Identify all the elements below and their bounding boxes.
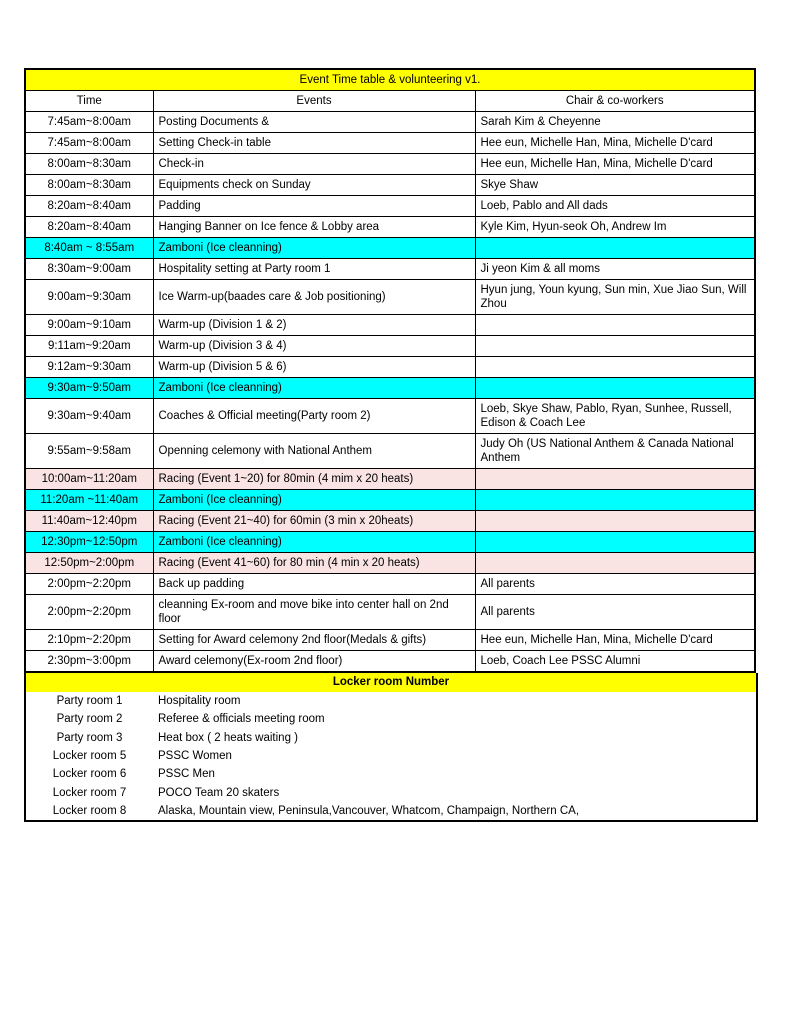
table-row-zamboni	[25, 378, 755, 399]
row-event: Coaches & Official meeting(Party room 2)	[153, 399, 475, 434]
row-time: 9:00am~9:30am	[25, 280, 153, 315]
list-item	[25, 710, 757, 728]
row-event: Racing (Event 21~40) for 60min (3 min x 20heats)	[153, 511, 475, 532]
row-event: Zamboni (Ice cleanning)	[153, 238, 475, 259]
row-event: Check-in	[153, 154, 475, 175]
list-item	[25, 765, 757, 783]
table-row-racing	[25, 553, 755, 574]
row-time: 2:00pm~2:20pm	[25, 574, 153, 595]
row-chair	[475, 336, 755, 357]
row-chair: All parents	[475, 595, 755, 630]
row-event: Hanging Banner on Ice fence & Lobby area	[153, 217, 475, 238]
row-time: 12:50pm~2:00pm	[25, 553, 153, 574]
document-title: Event Time table & volunteering v1.	[25, 69, 755, 91]
locker-room-desc: PSSC Women	[158, 749, 232, 762]
table-row-racing	[25, 511, 755, 532]
locker-room-name: Locker room 7	[52, 786, 127, 799]
row-event: cleanning Ex-room and move bike into center hall on 2nd floor	[153, 595, 475, 630]
locker-section-title: Locker room Number	[25, 673, 757, 691]
row-event: Openning celemony with National Anthem	[153, 434, 475, 469]
row-chair: Loeb, Pablo and All dads	[475, 196, 755, 217]
row-time: 12:30pm~12:50pm	[25, 532, 153, 553]
locker-section-title-row	[25, 673, 757, 691]
table-row	[25, 133, 755, 154]
table-row	[25, 595, 755, 630]
table-row	[25, 357, 755, 378]
table-row	[25, 574, 755, 595]
row-chair	[475, 357, 755, 378]
row-chair	[475, 238, 755, 259]
row-time: 9:30am~9:40am	[25, 399, 153, 434]
row-chair	[475, 511, 755, 532]
table-row	[25, 336, 755, 357]
row-event: Warm-up (Division 3 & 4)	[153, 336, 475, 357]
table-row	[25, 154, 755, 175]
row-chair: Ji yeon Kim & all moms	[475, 259, 755, 280]
schedule-table	[24, 68, 756, 673]
row-event: Warm-up (Division 5 & 6)	[153, 357, 475, 378]
column-header-time: Time	[25, 91, 153, 112]
row-time: 8:00am~8:30am	[25, 154, 153, 175]
table-row	[25, 196, 755, 217]
table-row	[25, 651, 755, 673]
row-chair	[475, 378, 755, 399]
row-chair: All parents	[475, 574, 755, 595]
row-event: Warm-up (Division 1 & 2)	[153, 315, 475, 336]
locker-room-name: Locker room 5	[52, 749, 127, 762]
table-row-racing	[25, 469, 755, 490]
locker-room-table	[24, 673, 758, 822]
locker-room-desc: Hospitality room	[158, 694, 241, 707]
locker-room-name: Party room 1	[56, 694, 123, 707]
row-chair: Sarah Kim & Cheyenne	[475, 112, 755, 133]
row-time: 11:20am ~11:40am	[25, 490, 153, 511]
row-time: 9:12am~9:30am	[25, 357, 153, 378]
row-time: 8:00am~8:30am	[25, 175, 153, 196]
locker-room-name: Party room 3	[56, 731, 123, 744]
row-chair: Kyle Kim, Hyun-seok Oh, Andrew Im	[475, 217, 755, 238]
row-chair	[475, 553, 755, 574]
locker-room-name: Locker room 8	[52, 805, 127, 818]
row-time: 8:40am ~ 8:55am	[25, 238, 153, 259]
row-event: Back up padding	[153, 574, 475, 595]
row-chair: Skye Shaw	[475, 175, 755, 196]
table-row	[25, 434, 755, 469]
row-event: Zamboni (Ice cleanning)	[153, 490, 475, 511]
row-time: 7:45am~8:00am	[25, 133, 153, 154]
table-row	[25, 399, 755, 434]
row-chair: Hee eun, Michelle Han, Mina, Michelle D'card	[475, 154, 755, 175]
row-time: 2:10pm~2:20pm	[25, 630, 153, 651]
row-event: Ice Warm-up(baades care & Job positioning)	[153, 280, 475, 315]
row-event: Award celemony(Ex-room 2nd floor)	[153, 651, 475, 673]
locker-room-desc: POCO Team 20 skaters	[158, 786, 280, 799]
locker-room-desc: Heat box ( 2 heats waiting )	[158, 731, 298, 744]
row-time: 8:30am~9:00am	[25, 259, 153, 280]
column-header-chair: Chair & co-workers	[475, 91, 755, 112]
row-event: Zamboni (Ice cleanning)	[153, 532, 475, 553]
locker-room-name: Party room 2	[56, 713, 123, 726]
row-time: 9:11am~9:20am	[25, 336, 153, 357]
row-time: 9:30am~9:50am	[25, 378, 153, 399]
table-row-zamboni	[25, 238, 755, 259]
table-row-zamboni	[25, 490, 755, 511]
row-time: 9:55am~9:58am	[25, 434, 153, 469]
table-row	[25, 259, 755, 280]
row-event: Racing (Event 1~20) for 80min (4 mim x 20 heats)	[153, 469, 475, 490]
row-time: 2:30pm~3:00pm	[25, 651, 153, 673]
list-item	[25, 784, 757, 802]
table-row	[25, 280, 755, 315]
locker-room-desc: Alaska, Mountain view, Peninsula,Vancouver, Whatcom, Champaign, Northern CA,	[158, 805, 580, 818]
row-time: 11:40am~12:40pm	[25, 511, 153, 532]
list-item	[25, 692, 757, 710]
table-row	[25, 112, 755, 133]
row-event: Setting for Award celemony 2nd floor(Medals & gifts)	[153, 630, 475, 651]
column-header-row	[25, 91, 755, 112]
row-chair	[475, 532, 755, 553]
schedule-table-body	[25, 69, 755, 672]
locker-room-desc: PSSC Men	[158, 768, 215, 781]
table-row	[25, 315, 755, 336]
locker-room-name: Locker room 6	[52, 768, 127, 781]
row-event: Racing (Event 41~60) for 80 min (4 min x 20 heats)	[153, 553, 475, 574]
row-event: Equipments check on Sunday	[153, 175, 475, 196]
row-event: Zamboni (Ice cleanning)	[153, 378, 475, 399]
row-event: Setting Check-in table	[153, 133, 475, 154]
locker-room-desc: Referee & officials meeting room	[158, 713, 325, 726]
row-event: Posting Documents &	[153, 112, 475, 133]
row-chair: Hyun jung, Youn kyung, Sun min, Xue Jiao Sun, Will Zhou	[475, 280, 755, 315]
list-item	[25, 747, 757, 765]
table-row	[25, 630, 755, 651]
column-header-events: Events	[153, 91, 475, 112]
row-chair	[475, 469, 755, 490]
row-time: 10:00am~11:20am	[25, 469, 153, 490]
row-time: 8:20am~8:40am	[25, 196, 153, 217]
row-chair: Hee eun, Michelle Han, Mina, Michelle D'card	[475, 133, 755, 154]
table-row-zamboni	[25, 532, 755, 553]
row-chair: Hee eun, Michelle Han, Mina, Michelle D'card	[475, 630, 755, 651]
row-chair	[475, 315, 755, 336]
locker-room-table-body	[25, 673, 757, 821]
table-row	[25, 217, 755, 238]
row-event: Hospitality setting at Party room 1	[153, 259, 475, 280]
row-chair: Judy Oh (US National Anthem & Canada National Anthem	[475, 434, 755, 469]
list-item	[25, 802, 757, 821]
row-chair: Loeb, Skye Shaw, Pablo, Ryan, Sunhee, Russell, Edison & Coach Lee	[475, 399, 755, 434]
row-time: 9:00am~9:10am	[25, 315, 153, 336]
table-row	[25, 175, 755, 196]
document-title-row	[25, 69, 755, 91]
row-chair: Loeb, Coach Lee PSSC Alumni	[475, 651, 755, 673]
list-item	[25, 729, 757, 747]
row-time: 8:20am~8:40am	[25, 217, 153, 238]
row-time: 7:45am~8:00am	[25, 112, 153, 133]
row-time: 2:00pm~2:20pm	[25, 595, 153, 630]
row-chair	[475, 490, 755, 511]
row-event: Padding	[153, 196, 475, 217]
